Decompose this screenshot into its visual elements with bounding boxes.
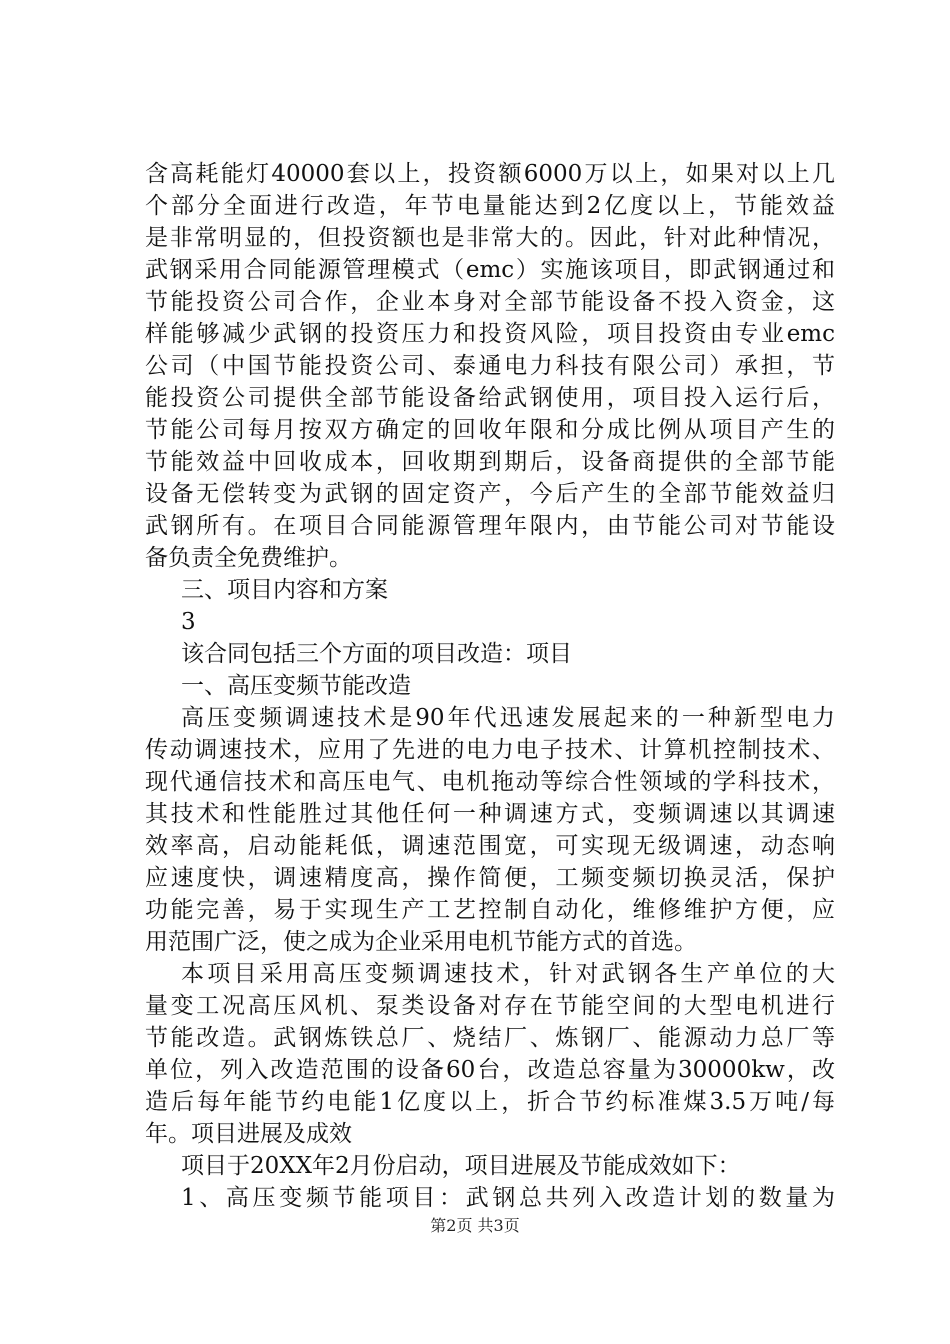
text-line: 其技术和性能胜过其他任何一种调速方式，变频调速以其调速 [145, 801, 835, 827]
text-line: 备负责全免费维护。 [145, 545, 352, 571]
text-line: 应速度快，调速精度高，操作简便，工频变频切换灵活，保护 [145, 865, 835, 891]
text-line: 3 [181, 609, 196, 635]
text-line: 武钢采用合同能源管理模式（emc）实施该项目，即武钢通过和 [145, 257, 835, 283]
text-line: 1、高压变频节能项目：武钢总共列入改造计划的数量为 [181, 1185, 835, 1211]
text-line: 本项目采用高压变频调速技术，针对武钢各生产单位的大 [181, 961, 835, 987]
text-line: 效率高，启动能耗低，调速范围宽，可实现无级调速，动态响 [145, 833, 835, 859]
text-line: 设备无偿转变为武钢的固定资产，今后产生的全部节能效益归 [145, 481, 835, 507]
text-line: 该合同包括三个方面的项目改造：项目 [181, 641, 572, 667]
text-line: 个部分全面进行改造，年节电量能达到2亿度以上，节能效益 [145, 193, 835, 219]
text-line: 高压变频调速技术是90年代迅速发展起来的一种新型电力 [181, 705, 835, 731]
page-footer [0, 1216, 950, 1236]
text-line: 项目于20XX年2月份启动，项目进展及节能成效如下： [181, 1153, 741, 1179]
page-number: 第2页 共3页 [430, 1216, 520, 1235]
text-line: 传动调速技术，应用了先进的电力电子技术、计算机控制技术、 [145, 737, 835, 763]
text-line: 三、项目内容和方案 [181, 577, 388, 603]
text-line: 公司（中国节能投资公司、泰通电力科技有限公司）承担，节 [145, 353, 835, 379]
text-line: 年。项目进展及成效 [145, 1121, 352, 1147]
text-line: 现代通信技术和高压电气、电机拖动等综合性领域的学科技术， [145, 769, 835, 795]
text-line: 造后每年能节约电能1亿度以上，折合节约标准煤3.5万吨/每 [145, 1089, 835, 1115]
text-line: 武钢所有。在项目合同能源管理年限内，由节能公司对节能设 [145, 513, 835, 539]
text-line: 是非常明显的，但投资额也是非常大的。因此，针对此种情况， [145, 225, 835, 251]
text-line: 样能够减少武钢的投资压力和投资风险，项目投资由专业emc [145, 321, 835, 347]
text-line: 一、高压变频节能改造 [181, 673, 411, 699]
text-line: 含高耗能灯40000套以上，投资额6000万以上，如果对以上几 [145, 161, 835, 187]
text-line: 能投资公司提供全部节能设备给武钢使用，项目投入运行后， [145, 385, 835, 411]
document-body [145, 158, 835, 1214]
text-line: 用范围广泛，使之成为企业采用电机节能方式的首选。 [145, 929, 697, 955]
text-line: 节能公司每月按双方确定的回收年限和分成比例从项目产生的 [145, 417, 835, 443]
text-line: 节能效益中回收成本，回收期到期后，设备商提供的全部节能 [145, 449, 835, 475]
text-line: 量变工况高压风机、泵类设备对存在节能空间的大型电机进行 [145, 993, 835, 1019]
text-line: 单位，列入改造范围的设备60台，改造总容量为30000kw，改 [145, 1057, 835, 1083]
text-line: 节能投资公司合作，企业本身对全部节能设备不投入资金，这 [145, 289, 835, 315]
text-line: 节能改造。武钢炼铁总厂、烧结厂、炼钢厂、能源动力总厂等 [145, 1025, 835, 1051]
text-line: 功能完善，易于实现生产工艺控制自动化，维修维护方便，应 [145, 897, 835, 923]
